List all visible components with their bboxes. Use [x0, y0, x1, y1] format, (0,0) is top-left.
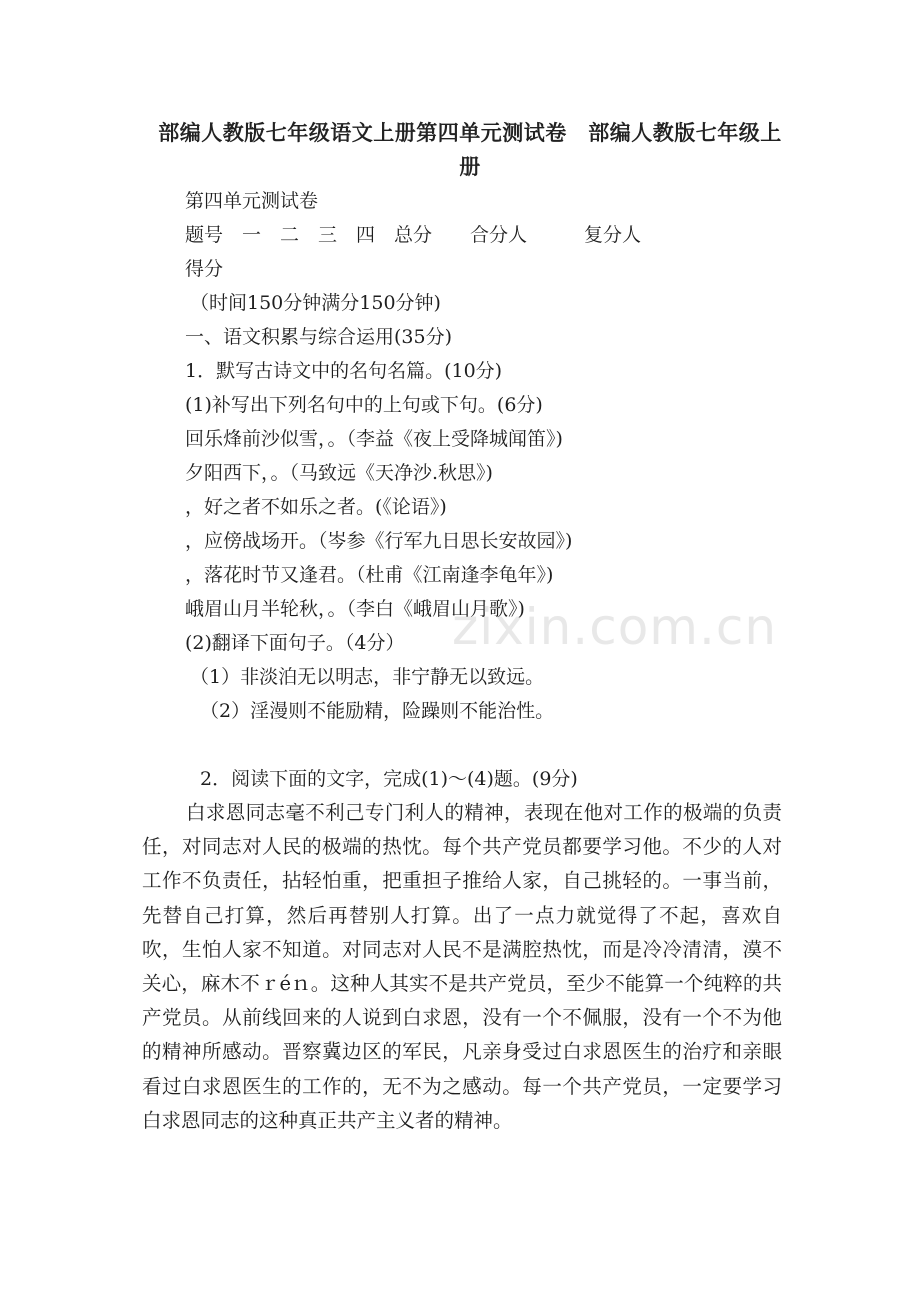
time-note: （时间150分钟满分150分钟) [190, 292, 441, 314]
question-2: 2．阅读下面的文字，完成(1)～(4)题。(9分) [200, 768, 578, 790]
poem-line: 夕阳西下，。（马致远《天净沙.秋思》) [185, 462, 493, 484]
question-1-part-2: (2)翻译下面句子。（4分） [185, 632, 405, 654]
poem-line: 峨眉山月半轮秋，。（李白《峨眉山月歌》) [185, 598, 525, 620]
poem-line: ，应傍战场开。（岑参《行军九日思长安故园》) [185, 530, 573, 552]
unit-test-heading: 第四单元测试卷 [185, 190, 319, 212]
poem-line: ，落花时节又逢君。（杜甫《江南逢李龟年》) [185, 564, 554, 586]
question-1: 1．默写古诗文中的名句名篇。(10分) [185, 360, 503, 382]
document-title: 部编人教版七年级语文上册第四单元测试卷 部编人教版七年级上册 [158, 121, 782, 179]
score-table-header: 题号 一 二 三 四 总分 合分人 复分人 [185, 224, 642, 246]
score-row-label: 得分 [185, 258, 224, 280]
section-heading: 一、语文积累与综合运用(35分) [185, 326, 453, 348]
translate-sentence: （1）非淡泊无以明志，非宁静无以致远。 [190, 666, 545, 688]
poem-line: ，好之者不如乐之者。(《论语》) [185, 496, 447, 518]
watermark: zixin.com.cn [452, 598, 778, 656]
translate-sentence: （2）淫漫则不能励精，险躁则不能治性。 [200, 700, 555, 722]
poem-line: 回乐烽前沙似雪，。（李益《夜上受降城闻笛》) [185, 428, 563, 450]
question-1-part-1: (1)补写出下列名句中的上句或下句。(6分) [185, 394, 543, 416]
reading-passage: 白求恩同志毫不利己专门利人的精神，表现在他对工作的极端的负责任，对同志对人民的极端的热忱。每个共产党员都要学习他。不少的人对工作不负责任，拈轻怕重，把重担子推给人家，自己挑轻的。一事当前，先替自己打算，然后再替别人打算。出了一点力就觉得了不起，喜欢自吹，生怕人家不知道。对同志对人民不是满腔热忱，而是冷冷清清，漠不关心，麻木不ｒéｎ。这种人其实不是共产党员，至少不能算一个纯粹的共产党员。从前线回来的人说到白求恩，没有一个不佩服，没有一个不为他的精神所感动。晋察冀边区的军民，凡亲身受过白求恩医生的治疗和亲眼看过白求恩医生的工作的，无不为之感动。每一个共产党员，一定要学习白求恩同志的这种真正共产主义者的精神。 [142, 801, 782, 1132]
